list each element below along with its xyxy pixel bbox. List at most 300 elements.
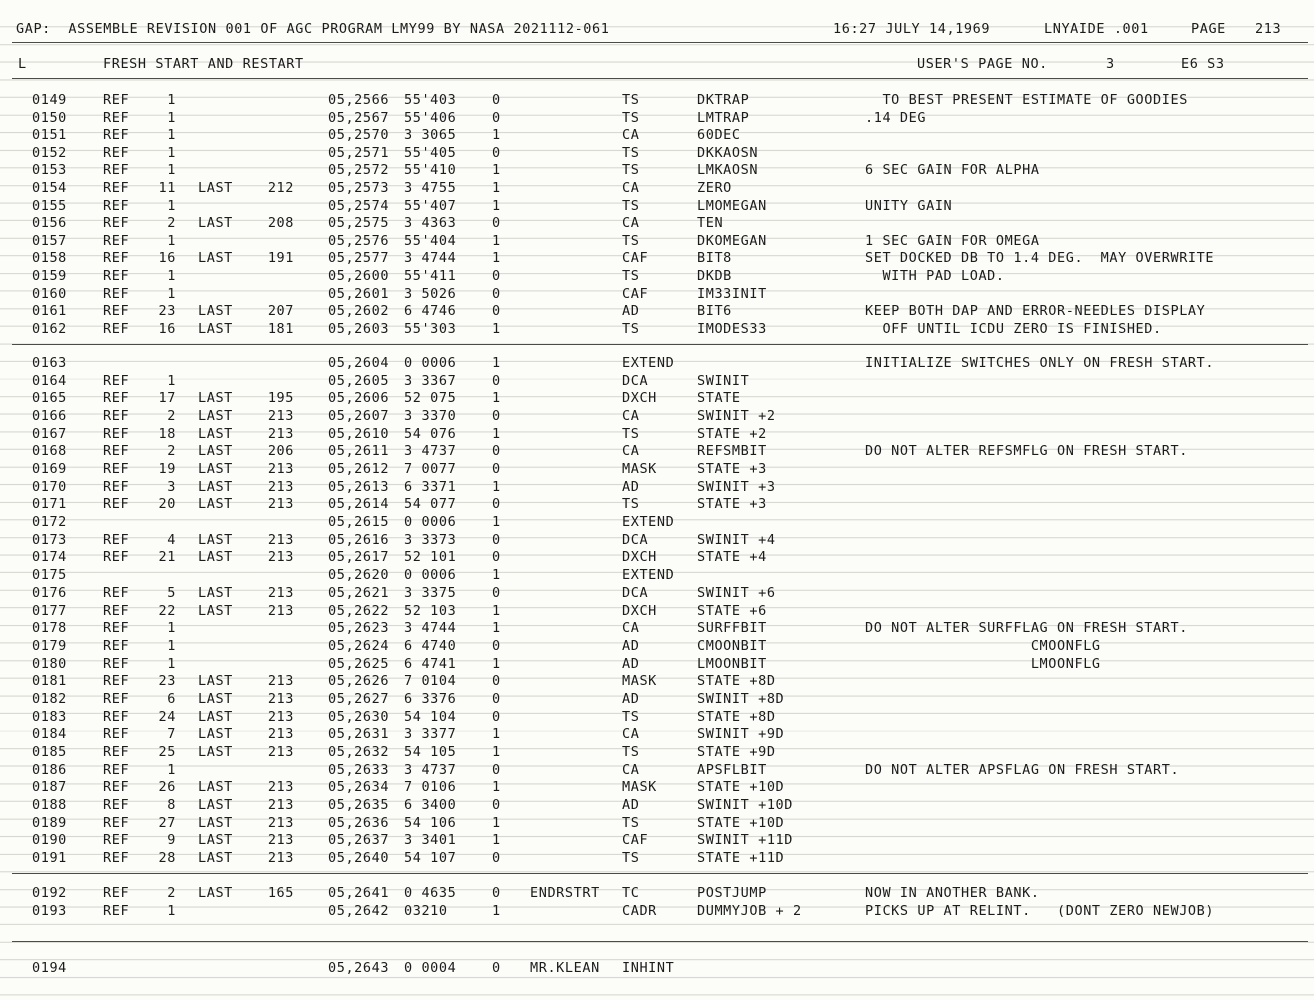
listing-cnt: 2 xyxy=(167,215,176,232)
listing-row xyxy=(0,513,1314,531)
listing-opd: STATE +2 xyxy=(697,425,767,442)
listing-cnt: 11 xyxy=(158,180,176,196)
listing-op: TS xyxy=(622,743,640,760)
listing-op: DCA xyxy=(622,531,649,548)
listing-par: 0 xyxy=(492,268,501,284)
listing-ln: 213 xyxy=(267,408,294,425)
listing-addr: 05,2632 xyxy=(328,743,390,760)
listing-row xyxy=(0,959,1314,977)
listing-oct: 3 5026 xyxy=(404,285,457,302)
listing-opd: SWINIT +9D xyxy=(697,726,785,743)
listing-addr: 05,2602 xyxy=(328,303,390,320)
listing-cmt: LMOONFLG xyxy=(865,655,1101,672)
listing-ref: REF xyxy=(103,390,130,407)
listing-row xyxy=(0,884,1314,902)
listing-cmt: 6 SEC GAIN FOR ALPHA xyxy=(865,162,1040,179)
listing-cnt: 17 xyxy=(158,390,176,407)
listing-seq: 0188 xyxy=(32,797,67,813)
listing-op: CA xyxy=(622,180,640,196)
listing-opd: ZERO xyxy=(697,180,732,196)
listing-seq: 0154 xyxy=(32,180,67,196)
user-page-label: USER'S PAGE NO. xyxy=(917,56,1048,72)
listing-oct: 0 0004 xyxy=(404,960,457,976)
listing-cnt: 26 xyxy=(158,779,176,796)
listing-opd: STATE +10D xyxy=(697,814,785,831)
listing-op: CADR xyxy=(622,903,657,919)
listing-addr: 05,2573 xyxy=(328,180,390,196)
listing-ln: 213 xyxy=(267,743,294,760)
listing-ref: REF xyxy=(103,903,130,919)
listing-row xyxy=(0,91,1314,109)
listing-row xyxy=(0,126,1314,144)
listing-ref: REF xyxy=(103,215,130,232)
listing-row xyxy=(0,302,1314,320)
listing-ref: REF xyxy=(103,814,130,831)
listing-row xyxy=(0,778,1314,796)
listing-op: TS xyxy=(622,425,640,442)
listing-oct: 55'406 xyxy=(404,109,457,126)
listing-par: 1 xyxy=(492,425,501,442)
listing-seq: 0163 xyxy=(32,355,67,371)
listing-op: CA xyxy=(622,408,640,425)
listing-ref: REF xyxy=(103,250,130,267)
listing-addr: 05,2576 xyxy=(328,232,390,249)
listing-par: 0 xyxy=(492,797,501,813)
listing-last: LAST xyxy=(198,850,233,867)
listing-par: 1 xyxy=(492,197,501,214)
listing-last: LAST xyxy=(198,673,233,690)
listing-par: 0 xyxy=(492,408,501,425)
listing-ref: REF xyxy=(103,478,130,495)
listing-op: AD xyxy=(622,637,640,654)
listing-oct: 6 4746 xyxy=(404,303,457,320)
listing-oct: 6 4740 xyxy=(404,637,457,654)
listing-addr: 05,2614 xyxy=(328,496,390,513)
listing-par: 0 xyxy=(492,690,501,707)
listing-opd: DKKAOSN xyxy=(697,144,759,161)
listing-cnt: 24 xyxy=(158,708,176,725)
listing-opd: POSTJUMP xyxy=(697,885,767,901)
group-divider-2 xyxy=(12,873,1308,874)
page-label: PAGE xyxy=(1191,21,1226,37)
listing-addr: 05,2567 xyxy=(328,109,390,126)
listing-ln: 181 xyxy=(267,320,294,337)
listing-last: LAST xyxy=(198,320,233,337)
listing-par: 1 xyxy=(492,250,501,267)
listing-op: TS xyxy=(622,268,640,284)
listing-par: 0 xyxy=(492,850,501,867)
listing-par: 1 xyxy=(492,726,501,743)
listing-ln: 213 xyxy=(267,478,294,495)
listing-ln: 207 xyxy=(267,303,294,320)
listing-cmt: INITIALIZE SWITCHES ONLY ON FRESH START. xyxy=(865,355,1215,371)
listing-seq: 0158 xyxy=(32,250,67,267)
listing-op: AD xyxy=(622,303,640,320)
listing-seq: 0179 xyxy=(32,637,67,654)
listing-op: EXTEND xyxy=(622,514,675,531)
listing-row xyxy=(0,495,1314,513)
listing-addr: 05,2633 xyxy=(328,761,390,778)
listing-addr: 05,2575 xyxy=(328,215,390,232)
listing-opd: STATE +4 xyxy=(697,549,767,566)
listing-seq: 0193 xyxy=(32,903,67,919)
listing-lbl: ENDRSTRT xyxy=(530,885,600,901)
listing-last: LAST xyxy=(198,797,233,813)
listing-oct: 3 3367 xyxy=(404,372,457,389)
listing-oct: 52 101 xyxy=(404,549,457,566)
listing-last: LAST xyxy=(198,708,233,725)
listing-row xyxy=(0,109,1314,127)
listing-addr: 05,2607 xyxy=(328,408,390,425)
listing-op: CA xyxy=(622,127,640,144)
listing-cnt: 3 xyxy=(167,478,176,495)
listing-cnt: 20 xyxy=(158,496,176,513)
listing-opd: LMKAOSN xyxy=(697,162,759,179)
listing-par: 0 xyxy=(492,92,501,108)
listing-ref: REF xyxy=(103,549,130,566)
listing-oct: 55'405 xyxy=(404,144,457,161)
listing-seq: 0161 xyxy=(32,303,67,320)
listing-cnt: 16 xyxy=(158,250,176,267)
listing-row xyxy=(0,672,1314,690)
listing-last: LAST xyxy=(198,602,233,619)
listing-seq: 0175 xyxy=(32,567,67,584)
listing-cmt: .14 DEG xyxy=(865,109,927,126)
listing-par: 1 xyxy=(492,320,501,337)
listing-op: TS xyxy=(622,144,640,161)
listing-oct: 6 3400 xyxy=(404,797,457,813)
listing-ln: 213 xyxy=(267,797,294,813)
listing-par: 0 xyxy=(492,496,501,513)
listing-seq: 0169 xyxy=(32,461,67,478)
listing-cnt: 28 xyxy=(158,850,176,867)
listing-par: 0 xyxy=(492,109,501,126)
listing-opd: BIT6 xyxy=(697,303,732,320)
listing-opd: SWINIT +11D xyxy=(697,832,794,849)
listing-cmt: SET DOCKED DB TO 1.4 DEG. MAY OVERWRITE xyxy=(865,250,1215,267)
listing-ln: 213 xyxy=(267,814,294,831)
listing-row xyxy=(0,566,1314,584)
header-line-2 xyxy=(0,55,1314,73)
listing-row xyxy=(0,249,1314,267)
listing-op: MASK xyxy=(622,779,657,796)
listing-opd: STATE +3 xyxy=(697,496,767,513)
listing-par: 0 xyxy=(492,549,501,566)
listing-ref: REF xyxy=(103,197,130,214)
program-id: LNYAIDE .001 xyxy=(1044,21,1149,37)
listing-ln: 213 xyxy=(267,690,294,707)
listing-last: LAST xyxy=(198,408,233,425)
user-page-number: 3 xyxy=(1106,56,1115,72)
listing-last: LAST xyxy=(198,584,233,601)
listing-opd: STATE +8D xyxy=(697,673,776,690)
listing-cmt: KEEP BOTH DAP AND ERROR-NEEDLES DISPLAY xyxy=(865,303,1206,320)
listing-opd: LMOONBIT xyxy=(697,655,767,672)
listing-oct: 0 4635 xyxy=(404,885,457,901)
listing-cmt: DO NOT ALTER REFSMFLG ON FRESH START. xyxy=(865,443,1188,460)
listing-addr: 05,2571 xyxy=(328,144,390,161)
listing-cnt: 2 xyxy=(167,408,176,425)
listing-oct: 54 106 xyxy=(404,814,457,831)
listing-seq: 0162 xyxy=(32,320,67,337)
listing-row xyxy=(0,548,1314,566)
listing-par: 0 xyxy=(492,215,501,232)
listing-seq: 0184 xyxy=(32,726,67,743)
listing-addr: 05,2640 xyxy=(328,850,390,867)
listing-row xyxy=(0,214,1314,232)
listing-par: 0 xyxy=(492,531,501,548)
listing-oct: 3 4755 xyxy=(404,180,457,196)
listing-seq: 0178 xyxy=(32,620,67,637)
listing-addr: 05,2610 xyxy=(328,425,390,442)
listing-opd: STATE xyxy=(697,390,741,407)
header-divider xyxy=(12,42,1308,43)
listing-oct: 52 075 xyxy=(404,390,457,407)
listing-op: MASK xyxy=(622,673,657,690)
listing-opd: STATE +11D xyxy=(697,850,785,867)
listing-addr: 05,2626 xyxy=(328,673,390,690)
listing-op: TS xyxy=(622,92,640,108)
listing-addr: 05,2623 xyxy=(328,620,390,637)
listing-cmt: UNITY GAIN xyxy=(865,197,953,214)
listing-cnt: 2 xyxy=(167,885,176,901)
listing-row xyxy=(0,849,1314,867)
listing-addr: 05,2625 xyxy=(328,655,390,672)
listing-ref: REF xyxy=(103,885,130,901)
listing-cnt: 1 xyxy=(167,372,176,389)
listing-par: 0 xyxy=(492,673,501,690)
listing-op: TC xyxy=(622,885,640,901)
listing-op: CA xyxy=(622,620,640,637)
listing-oct: 3 3370 xyxy=(404,408,457,425)
listing-par: 0 xyxy=(492,885,501,901)
listing-seq: 0189 xyxy=(32,814,67,831)
header-line-1 xyxy=(0,20,1314,38)
listing-op: AD xyxy=(622,655,640,672)
listing-op: DXCH xyxy=(622,602,657,619)
listing-oct: 0 0006 xyxy=(404,514,457,531)
listing-ref: REF xyxy=(103,144,130,161)
listing-op: TS xyxy=(622,496,640,513)
listing-oct: 3 3373 xyxy=(404,531,457,548)
listing-cnt: 25 xyxy=(158,743,176,760)
listing-op: AD xyxy=(622,797,640,813)
listing-last: LAST xyxy=(198,743,233,760)
listing-opd: 60DEC xyxy=(697,127,741,144)
listing-par: 1 xyxy=(492,779,501,796)
listing-op: CAF xyxy=(622,285,649,302)
listing-opd: STATE +10D xyxy=(697,779,785,796)
listing-op: TS xyxy=(622,814,640,831)
listing-row xyxy=(0,637,1314,655)
listing-op: CA xyxy=(622,726,640,743)
listing-addr: 05,2630 xyxy=(328,708,390,725)
group-divider-1 xyxy=(12,344,1308,345)
listing-op: TS xyxy=(622,320,640,337)
listing-oct: 03210 xyxy=(404,903,448,919)
listing-cnt: 16 xyxy=(158,320,176,337)
listing-seq: 0176 xyxy=(32,584,67,601)
listing-row xyxy=(0,690,1314,708)
listing-oct: 3 3377 xyxy=(404,726,457,743)
listing-ln: 213 xyxy=(267,832,294,849)
section-marker: L xyxy=(18,56,27,72)
listing-oct: 7 0077 xyxy=(404,461,457,478)
listing-row xyxy=(0,267,1314,285)
listing-opd: DKTRAP xyxy=(697,92,750,108)
listing-cnt: 1 xyxy=(167,92,176,108)
listing-seq: 0187 xyxy=(32,779,67,796)
listing-ref: REF xyxy=(103,180,130,196)
listing-oct: 3 4744 xyxy=(404,250,457,267)
listing-addr: 05,2635 xyxy=(328,797,390,813)
listing-addr: 05,2631 xyxy=(328,726,390,743)
listing-par: 1 xyxy=(492,743,501,760)
listing-last: LAST xyxy=(198,814,233,831)
listing-last: LAST xyxy=(198,690,233,707)
listing-addr: 05,2620 xyxy=(328,567,390,584)
listing-addr: 05,2621 xyxy=(328,584,390,601)
listing-ref: REF xyxy=(103,162,130,179)
listing-row xyxy=(0,197,1314,215)
listing-cnt: 2 xyxy=(167,443,176,460)
listing-ref: REF xyxy=(103,285,130,302)
listing-row xyxy=(0,831,1314,849)
listing-cnt: 1 xyxy=(167,655,176,672)
listing-last: LAST xyxy=(198,549,233,566)
listing-par: 1 xyxy=(492,127,501,144)
listing-op: AD xyxy=(622,690,640,707)
listing-seq: 0182 xyxy=(32,690,67,707)
listing-ln: 213 xyxy=(267,461,294,478)
listing-oct: 6 3376 xyxy=(404,690,457,707)
listing-ref: REF xyxy=(103,303,130,320)
assembly-title: GAP: ASSEMBLE REVISION 001 OF AGC PROGRAM LMY99 BY NASA 2021112-061 xyxy=(16,21,610,37)
listing-opd: STATE +3 xyxy=(697,461,767,478)
listing-cmt: OFF UNTIL ICDU ZERO IS FINISHED. xyxy=(865,320,1162,337)
listing-ln: 195 xyxy=(267,390,294,407)
listing-oct: 3 4737 xyxy=(404,761,457,778)
listing-seq: 0190 xyxy=(32,832,67,849)
listing-cnt: 21 xyxy=(158,549,176,566)
listing-addr: 05,2603 xyxy=(328,320,390,337)
listing-opd: STATE +6 xyxy=(697,602,767,619)
listing-seq: 0191 xyxy=(32,850,67,867)
listing-oct: 55'404 xyxy=(404,232,457,249)
listing-last: LAST xyxy=(198,215,233,232)
listing-row xyxy=(0,389,1314,407)
listing-last: LAST xyxy=(198,425,233,442)
listing-cnt: 1 xyxy=(167,268,176,284)
listing-seq: 0194 xyxy=(32,960,67,976)
listing-op: TS xyxy=(622,162,640,179)
listing-cmt: TO BEST PRESENT ESTIMATE OF GOODIES xyxy=(865,92,1188,108)
listing-seq: 0153 xyxy=(32,162,67,179)
listing-oct: 6 3371 xyxy=(404,478,457,495)
listing-par: 0 xyxy=(492,461,501,478)
listing-par: 1 xyxy=(492,655,501,672)
listing-par: 1 xyxy=(492,232,501,249)
listing-row xyxy=(0,442,1314,460)
listing-row xyxy=(0,478,1314,496)
listing-last: LAST xyxy=(198,303,233,320)
listing-oct: 6 4741 xyxy=(404,655,457,672)
listing-oct: 54 105 xyxy=(404,743,457,760)
listing-last: LAST xyxy=(198,726,233,743)
listing-row xyxy=(0,531,1314,549)
listing-par: 0 xyxy=(492,637,501,654)
listing-cnt: 1 xyxy=(167,144,176,161)
listing-op: CA xyxy=(622,761,640,778)
listing-row xyxy=(0,655,1314,673)
listing-seq: 0152 xyxy=(32,144,67,161)
listing-last: LAST xyxy=(198,885,233,901)
listing-row xyxy=(0,144,1314,162)
listing-cnt: 4 xyxy=(167,531,176,548)
listing-ref: REF xyxy=(103,832,130,849)
listing-opd: SWINIT +8D xyxy=(697,690,785,707)
listing-ref: REF xyxy=(103,761,130,778)
listing-seq: 0171 xyxy=(32,496,67,513)
page-number: 213 xyxy=(1255,21,1282,37)
listing-ln: 213 xyxy=(267,584,294,601)
listing-addr: 05,2636 xyxy=(328,814,390,831)
listing-addr: 05,2611 xyxy=(328,443,390,460)
listing-op: TS xyxy=(622,109,640,126)
listing-ref: REF xyxy=(103,779,130,796)
listing-opd: STATE +8D xyxy=(697,708,776,725)
listing-op: CAF xyxy=(622,832,649,849)
listing-ref: REF xyxy=(103,690,130,707)
listing-oct: 3 3375 xyxy=(404,584,457,601)
listing-addr: 05,2613 xyxy=(328,478,390,495)
listing-row xyxy=(0,902,1314,920)
listing-ln: 213 xyxy=(267,496,294,513)
listing-par: 0 xyxy=(492,144,501,161)
listing-seq: 0167 xyxy=(32,425,67,442)
listing-ref: REF xyxy=(103,673,130,690)
listing-opd: TEN xyxy=(697,215,724,232)
listing-last: LAST xyxy=(198,832,233,849)
listing-row xyxy=(0,584,1314,602)
listing-oct: 7 0106 xyxy=(404,779,457,796)
listing-addr: 05,2612 xyxy=(328,461,390,478)
listing-addr: 05,2570 xyxy=(328,127,390,144)
listing-oct: 3 3401 xyxy=(404,832,457,849)
listing-ln: 191 xyxy=(267,250,294,267)
listing-ref: REF xyxy=(103,461,130,478)
listing-last: LAST xyxy=(198,250,233,267)
listing-ref: REF xyxy=(103,268,130,284)
listing-opd: STATE +9D xyxy=(697,743,776,760)
listing-oct: 52 103 xyxy=(404,602,457,619)
listing-par: 1 xyxy=(492,180,501,196)
listing-ref: REF xyxy=(103,443,130,460)
listing-row xyxy=(0,708,1314,726)
listing-row xyxy=(0,372,1314,390)
listing-oct: 54 104 xyxy=(404,708,457,725)
listing-oct: 54 107 xyxy=(404,850,457,867)
listing-ln: 213 xyxy=(267,708,294,725)
listing-row xyxy=(0,354,1314,372)
listing-oct: 3 3065 xyxy=(404,127,457,144)
listing-oct: 55'403 xyxy=(404,92,457,108)
listing-ref: REF xyxy=(103,850,130,867)
listing-row xyxy=(0,814,1314,832)
listing-oct: 54 077 xyxy=(404,496,457,513)
listing-opd: APSFLBIT xyxy=(697,761,767,778)
listing-last: LAST xyxy=(198,779,233,796)
